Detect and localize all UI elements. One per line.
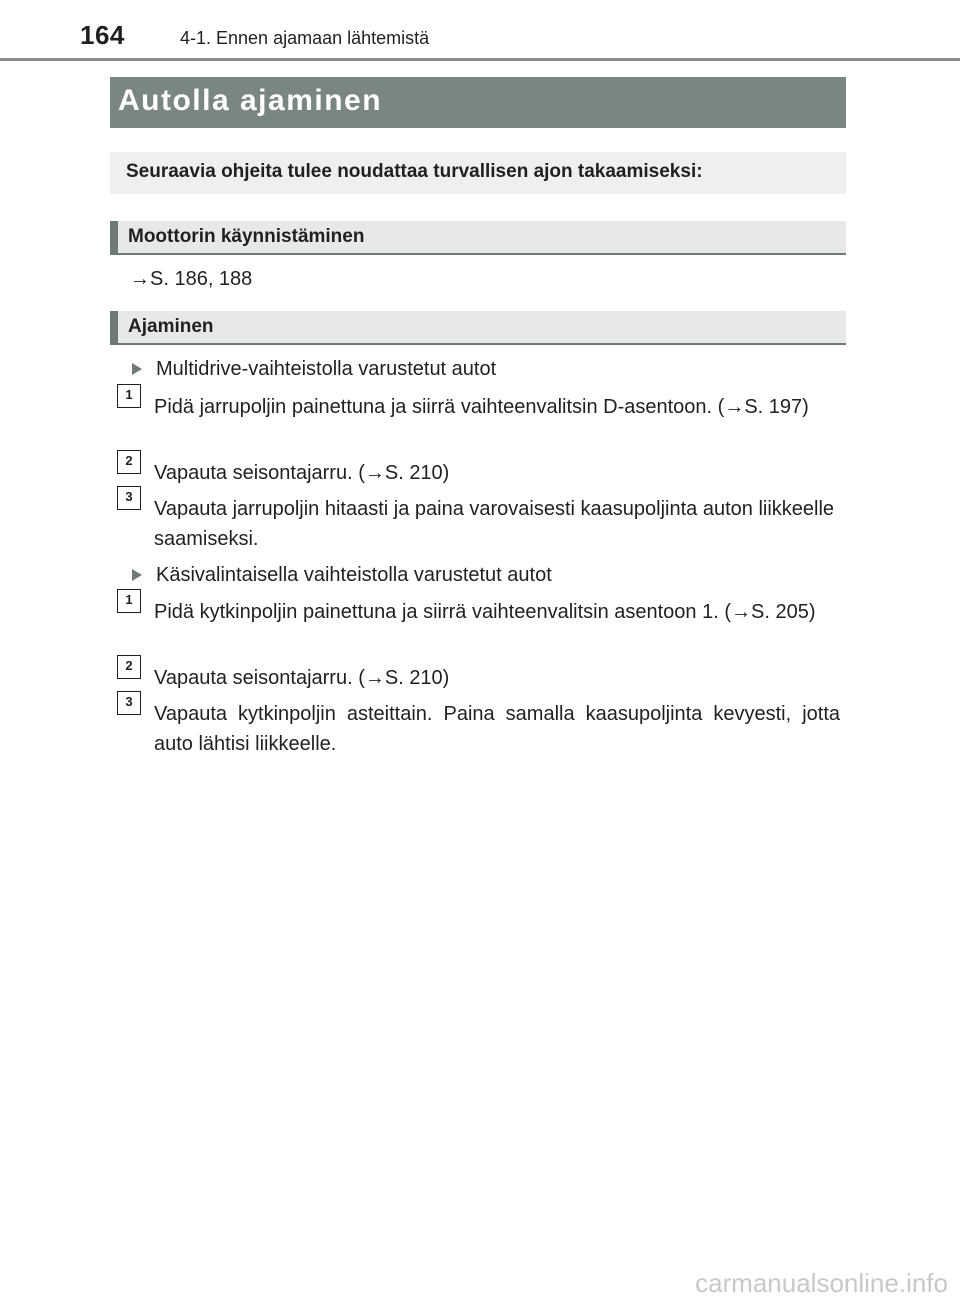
step-number-badge: 1: [117, 589, 141, 613]
manual-step-3: [117, 694, 840, 759]
manual-step-1: [117, 592, 840, 627]
triangle-bullet-icon: [132, 363, 142, 375]
section-heading-start: Moottorin käynnistäminen: [110, 221, 846, 255]
page-title: Autolla ajaminen: [118, 84, 383, 117]
subheading-label: Multidrive-vaihteistolla varustetut autot: [156, 358, 497, 380]
manual-step-2: [117, 658, 840, 693]
chapter-title: 4-1. Ennen ajamaan lähtemistä: [180, 28, 430, 48]
intro-box: Seuraavia ohjeita tulee noudattaa turvallisen ajon takaamiseksi:: [110, 152, 846, 194]
step-number-badge: 2: [117, 655, 141, 679]
multidrive-step-1: [117, 387, 840, 422]
step-text: Pidä jarrupoljin painettuna ja siirrä vaihteenvalitsin D-asentoon. (→S. 197): [154, 396, 809, 418]
subheading-manual: [130, 560, 552, 590]
step-number-badge: 2: [117, 450, 141, 474]
step-text: Vapauta seisontajarru. (→S. 210): [154, 667, 450, 689]
subheading-label: Käsivalintaisella vaihteistolla varustetut autot: [156, 564, 552, 586]
triangle-bullet-icon: [132, 569, 142, 581]
multidrive-step-2: [117, 453, 840, 488]
section-heading-driving: Ajaminen: [110, 311, 846, 345]
multidrive-step-3: [117, 489, 840, 554]
header-divider: [0, 58, 960, 61]
step-number-badge: 3: [117, 691, 141, 715]
watermark: carmanualsonline.info: [695, 1268, 948, 1298]
subheading-multidrive: [130, 354, 496, 384]
step-text: Vapauta kytkinpoljin asteittain. Paina samalla kaasupoljinta kevyesti, jotta auto lähtisi liikkeelle.: [154, 703, 840, 755]
step-text: Vapauta seisontajarru. (→S. 210): [154, 462, 450, 484]
page-number: 164: [80, 20, 125, 50]
step-text: Pidä kytkinpoljin painettuna ja siirrä vaihteenvalitsin asentoon 1. (→S. 205): [154, 601, 816, 623]
step-number-badge: 3: [117, 486, 141, 510]
page-title-bar: [110, 77, 846, 128]
step-text: Vapauta jarrupoljin hitaasti ja paina varovaisesti kaasupoljinta auton liikkeelle saamiseksi.: [154, 498, 835, 550]
start-page-reference[interactable]: →S. 186, 188: [130, 268, 253, 290]
step-number-badge: 1: [117, 384, 141, 408]
